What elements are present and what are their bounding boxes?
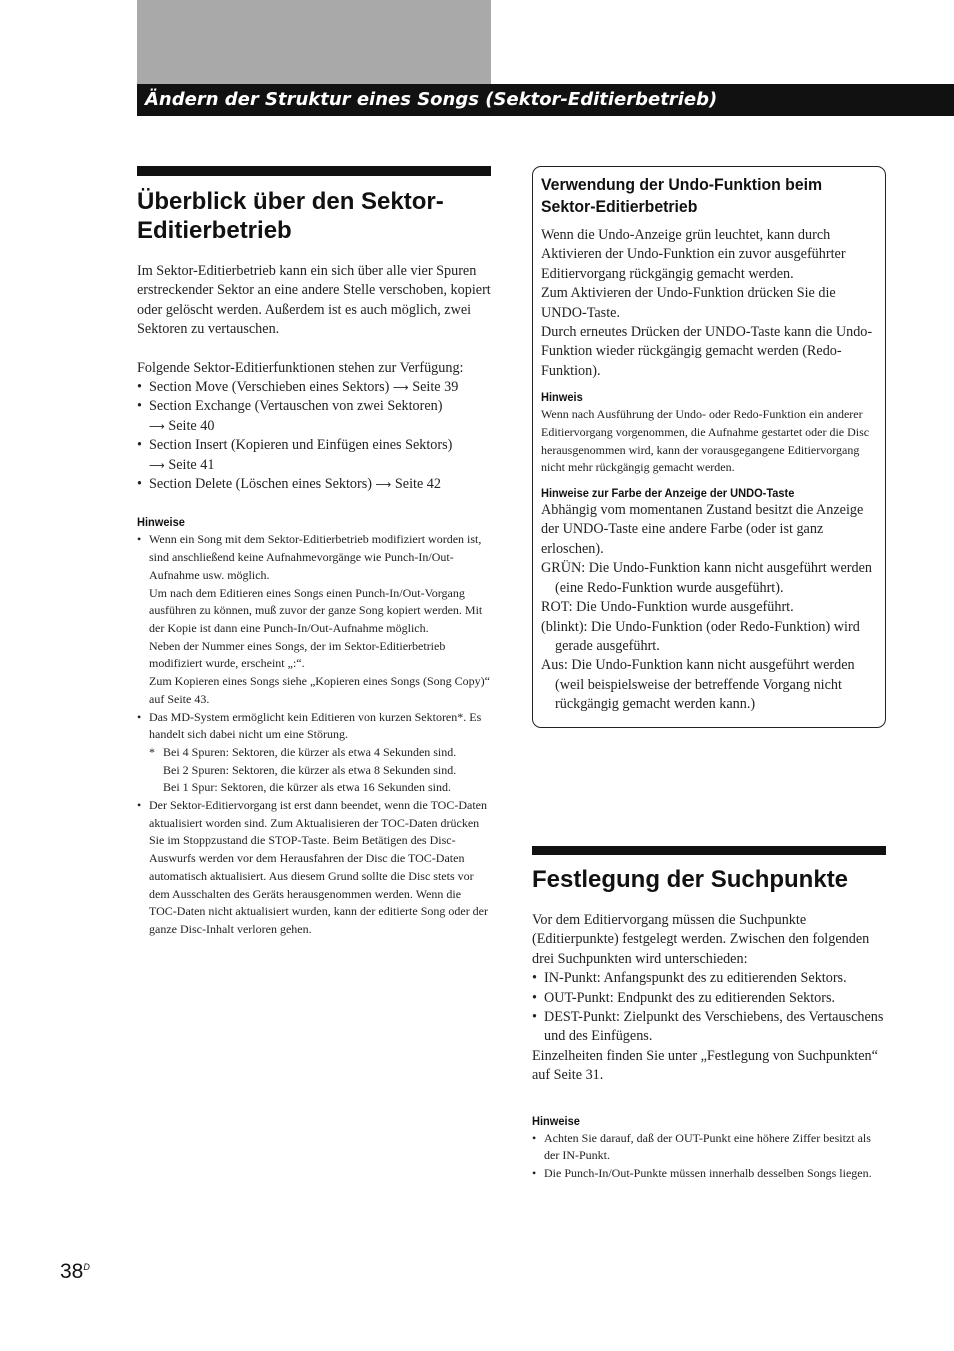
- details-reference: Einzelheiten finden Sie unter „Festlegung von Suchpunkten“ auf Seite 31.: [532, 1047, 878, 1084]
- search-points-list: [532, 969, 886, 1047]
- hint-text: Wenn nach Ausführung der Undo- oder Redo-Funktion ein anderer Editiervorgang vorgenommen, die Aufnahme gestartet oder die Disc herausgenommen wird, kann der vorausgegangene Editiervorgang nicht mehr rückgängig gemacht werden.: [541, 407, 870, 475]
- undo-heading: Verwendung der Undo-Funktion beim Sektor-Editierbetrieb: [541, 175, 823, 216]
- header-gray-block: [137, 0, 491, 84]
- note-item: • Das MD-System ermöglicht kein Editieren von kurzen Sektoren*. Es handelt sich dabei nicht um eine Störung. * Bei 4 Spuren: Sektoren, die kürzer als etwa 4 Sekunden sind. Bei 2 Spuren: Sektoren, die kürzer als etwa 8 Sekunden sind. Bei 1 Spur: Sektoren, die kürzer als etwa 16 Sekunden sind.: [137, 709, 491, 798]
- heading-rule: [137, 166, 491, 176]
- search-notes-list: [532, 1130, 886, 1183]
- notes-heading: Hinweise: [137, 515, 185, 530]
- overview-heading: Überblick über den Sektor-Editierbetrieb: [137, 188, 444, 244]
- color-intro: Abhängig vom momentanen Zustand besitzt die Anzeige der UNDO-Taste eine andere Farbe (oder ist ganz erloschen).: [541, 502, 864, 557]
- note-item: • Wenn ein Song mit dem Sektor-Editierbetrieb modifiziert worden ist, sind anschließend keine Aufnahmevorgänge wie Punch-In/Out-Aufnahme usw. möglich. Um nach dem Editieren eines Songs einen Punch-In/Out-Vorgang ausführen zu können, muß zuvor der ganze Song kopiert werden. Mit der Kopie ist dann eine Punch-In/Out-Aufnahme möglich. Neben der Nummer eines Songs, der im Sektor-Editierbetrieb modifiziert wurde, erscheint „:“. Zum Kopieren eines Songs siehe „Kopieren eines Songs (Song Copy)“ auf Seite 43.: [137, 531, 491, 708]
- notes-heading: Hinweise: [532, 1113, 580, 1128]
- undo-paragraph: Durch erneutes Drücken der UNDO-Taste kann die Undo-Funktion wieder rückgängig gemacht werden (Redo-Funktion).: [541, 324, 873, 379]
- list-item: • DEST-Punkt: Zielpunkt des Verschiebens, des Vertauschens und des Einfügens.: [532, 1008, 886, 1047]
- page-number: $38^D$: [60, 1260, 90, 1283]
- list-item: • OUT-Punkt: Endpunkt des zu editierenden Sektors.: [532, 989, 886, 1008]
- left-column: [137, 166, 491, 939]
- list-item: • Section Exchange (Vertauschen von zwei Sektoren) ⟶ Seite 40: [137, 397, 491, 436]
- arrow-icon: ⟶: [392, 381, 409, 395]
- footnote: * Bei 4 Spuren: Sektoren, die kürzer als etwa 4 Sekunden sind. Bei 2 Spuren: Sektoren, die kürzer als etwa 8 Sekunden sind. Bei 1 Spur: Sektoren, die kürzer als etwa 16 Sekunden sind.: [149, 744, 457, 795]
- search-points-heading: Festlegung der Suchpunkte: [532, 866, 849, 893]
- color-off: Aus: Die Undo-Funktion kann nicht ausgeführt werden (weil beispielsweise der betreffende Vorgang nicht rückgängig gemacht werden kann.): [541, 657, 855, 713]
- functions-list: [137, 378, 491, 494]
- search-intro: Vor dem Editiervorgang müssen die Suchpunkte (Editierpunkte) festgelegt werden. Zwischen den folgenden drei Suchpunkten wird unterschieden:: [532, 912, 870, 967]
- color-green: GRÜN: Die Undo-Funktion kann nicht ausgeführt werden (eine Redo-Funktion wurde ausgeführt).: [541, 560, 872, 596]
- hint-heading: Hinweis: [541, 390, 583, 405]
- notes-list: [137, 531, 491, 938]
- footnote-marker: *: [149, 744, 155, 759]
- heading-rule: [532, 846, 886, 855]
- search-points-section: [532, 846, 886, 1183]
- section-title: Ändern der Struktur eines Songs (Sektor-Editierbetrieb): [145, 89, 718, 110]
- arrow-icon: ⟶: [375, 478, 392, 492]
- color-blinking: (blinkt): Die Undo-Funktion (oder Redo-Funktion) wird gerade ausgeführt.: [541, 618, 860, 654]
- list-item: • Section Move (Verschieben eines Sektors) ⟶ Seite 39: [137, 378, 491, 397]
- arrow-icon: ⟶: [149, 419, 165, 433]
- color-hints-heading: Hinweise zur Farbe der Anzeige der UNDO-Taste: [541, 486, 795, 501]
- list-item: • IN-Punkt: Anfangspunkt des zu editierenden Sektors.: [532, 969, 886, 988]
- undo-info-box: [532, 166, 886, 728]
- note-item: • Die Punch-In/Out-Punkte müssen innerhalb desselben Songs liegen.: [532, 1165, 886, 1183]
- undo-paragraph: Zum Aktivieren der Undo-Funktion drücken Sie die UNDO-Taste.: [541, 285, 836, 321]
- intro-paragraph: Im Sektor-Editierbetrieb kann ein sich über alle vier Spuren erstreckender Sektor an eine andere Stelle verschoben, kopiert oder gelöscht werden. Außerdem ist es auch möglich, zwei Sektoren zu vertauschen.: [137, 263, 491, 338]
- section-header-bar: [137, 84, 954, 116]
- color-red: ROT: Die Undo-Funktion wurde ausgeführt.: [541, 599, 794, 616]
- arrow-icon: ⟶: [149, 458, 165, 472]
- list-item: • Section Delete (Löschen eines Sektors) ⟶ Seite 42: [137, 475, 491, 494]
- note-item: • Achten Sie darauf, daß der OUT-Punkt eine höhere Ziffer besitzt als der IN-Punkt.: [532, 1130, 886, 1165]
- right-column: [532, 166, 886, 1181]
- undo-paragraph: Wenn die Undo-Anzeige grün leuchtet, kann durch Aktivieren der Undo-Funktion ein zuvor ausgeführter Editiervorgang rückgängig gemacht werden.: [541, 227, 846, 282]
- note-item: • Der Sektor-Editiervorgang ist erst dann beendet, wenn die TOC-Daten aktualisiert worden sind. Zum Aktualisieren der TOC-Daten drücken Sie im Stoppzustand die STOP-Taste. Beim Betätigen des Disc-Auswurfs werden vor dem Herausfahren der Disc die TOC-Daten automatisch aktualisiert. Aus diesem Grund sollte die Disc stets vor dem Ausschalten des Geräts herausgenommen werden. Wenn die TOC-Daten nicht aktualisiert wurden, kann der editierte Song oder der ganze Disc-Inhalt verloren gehen.: [137, 797, 491, 939]
- list-item: • Section Insert (Kopieren und Einfügen eines Sektors) ⟶ Seite 41: [137, 436, 491, 475]
- functions-intro: Folgende Sektor-Editierfunktionen stehen zur Verfügung:: [137, 359, 464, 376]
- page-suffix: D: [83, 1262, 90, 1272]
